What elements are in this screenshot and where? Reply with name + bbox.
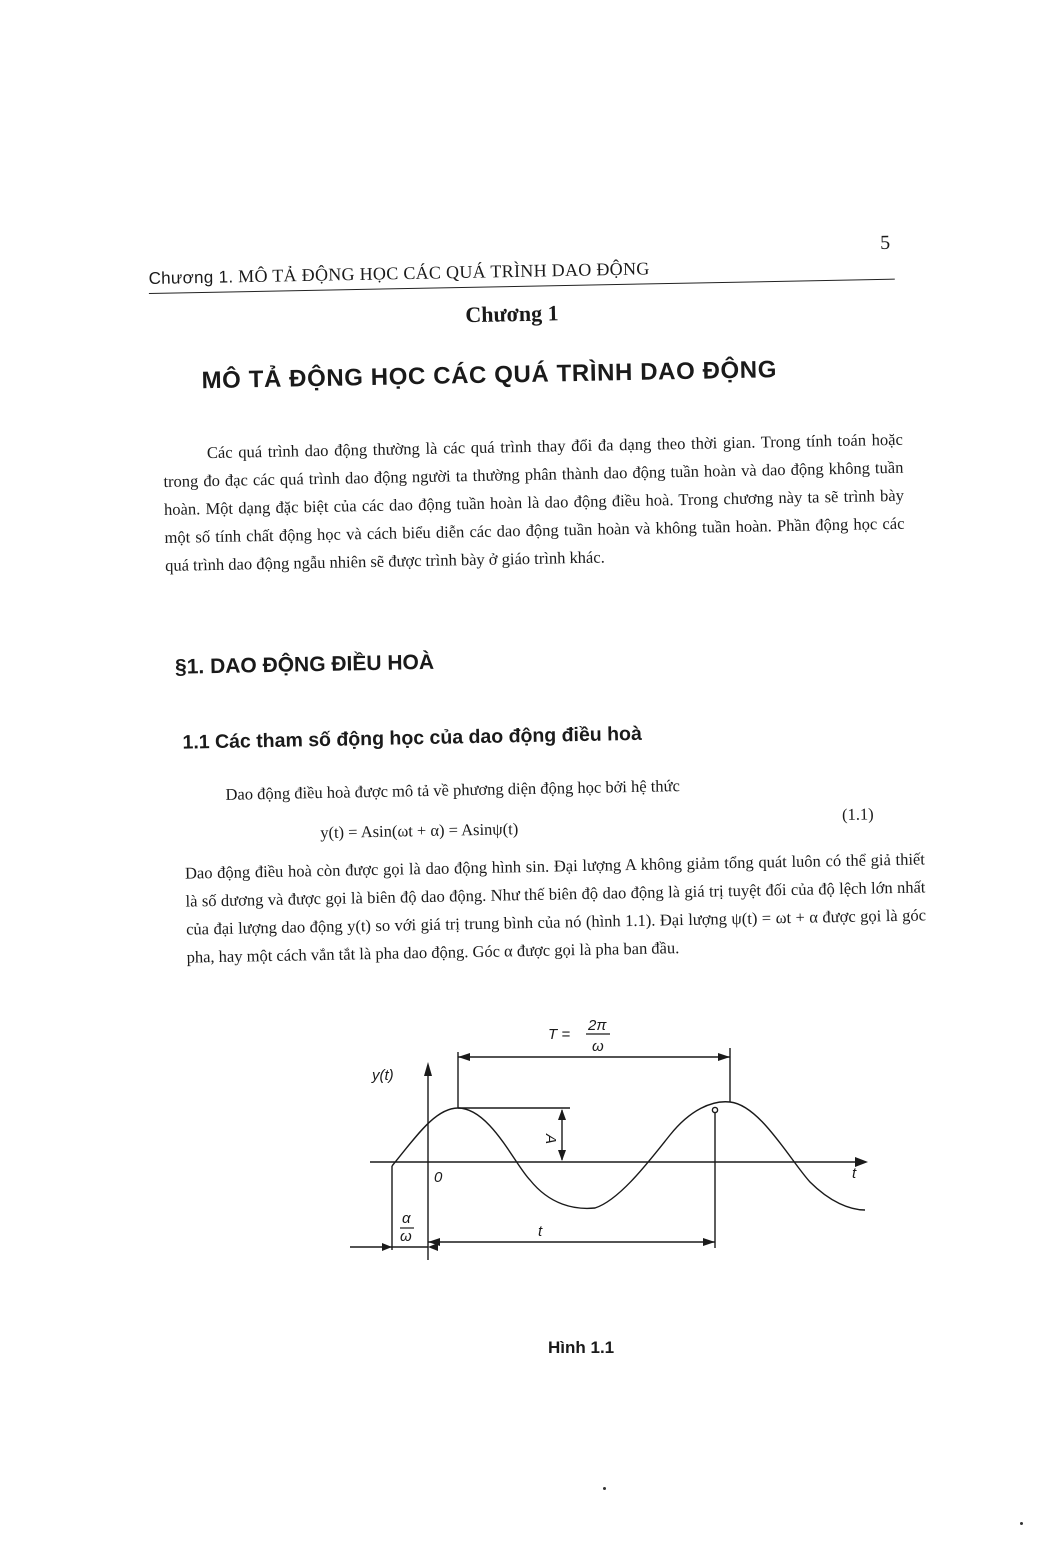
t-dimension-label: t bbox=[538, 1223, 543, 1240]
t-axis-arrowhead bbox=[855, 1157, 868, 1167]
phase-numerator: α bbox=[402, 1210, 411, 1227]
chapter-title: MÔ TẢ ĐỘNG HỌC CÁC QUÁ TRÌNH DAO ĐỘNG bbox=[201, 356, 778, 395]
running-header bbox=[148, 232, 895, 294]
period-arrow-right bbox=[718, 1053, 730, 1061]
y-axis-label: y(t) bbox=[372, 1067, 394, 1084]
phase-denominator: ω bbox=[400, 1228, 412, 1245]
period-label: T = bbox=[548, 1026, 571, 1043]
running-header-chapter-word: Chương 1. bbox=[148, 267, 234, 288]
lead-sentence: Dao động điều hoà được mô tả về phương diện động học bởi hệ thức bbox=[225, 776, 681, 804]
running-header-chapter-title: MÔ TẢ ĐỘNG HỌC CÁC QUÁ TRÌNH DAO ĐỘNG bbox=[237, 258, 650, 287]
t-dimension-arrow-right bbox=[703, 1238, 715, 1246]
origin-label: 0 bbox=[434, 1169, 443, 1186]
scan-speck bbox=[603, 1487, 606, 1490]
amplitude-label: A bbox=[542, 1134, 559, 1145]
equation-number: (1.1) bbox=[841, 804, 874, 825]
page-number: 5 bbox=[879, 231, 891, 254]
figure-caption: Hình 1.1 bbox=[548, 1338, 615, 1357]
figure-1-1 bbox=[340, 1010, 880, 1270]
phase-arrow-right bbox=[382, 1243, 392, 1251]
amplitude-arrow-bottom bbox=[558, 1150, 566, 1161]
y-axis-arrowhead bbox=[424, 1062, 432, 1076]
chapter-label: Chương 1 bbox=[465, 300, 559, 328]
scan-speck bbox=[1020, 1522, 1023, 1525]
subsection-heading: 1.1 Các tham số động học của dao động điều hoà bbox=[182, 722, 643, 754]
sine-curve bbox=[392, 1102, 865, 1210]
intro-paragraph: Các quá trình dao động thường là các quá trình thay đổi đa dạng theo thời gian. Trong tính toán hoặc trong đo đạc các quá trình dao động người ta thường phân thành dao động tuần hoàn và dao động không tuần hoàn. Một dạng đặc biệt của các dao động tuần hoàn là dao động điều hoà. Trong chương này ta sẽ trình bày một số tính chất động học và cách biểu diễn các dao động tuần hoàn và không tuần hoàn. Phần động học các quá trình dao động ngẫu nhiên sẽ được trình bày ở giáo trình khác. bbox=[163, 429, 905, 575]
period-denominator: ω bbox=[592, 1038, 604, 1055]
equation-1-1: y(t) = Asin(ωt + α) = Asinψ(t) bbox=[320, 819, 519, 843]
amplitude-arrow-top bbox=[558, 1109, 566, 1120]
t-axis-label: t bbox=[852, 1165, 857, 1182]
marker-point bbox=[712, 1107, 717, 1112]
section-heading: §1. DAO ĐỘNG ĐIỀU HOÀ bbox=[174, 650, 435, 679]
period-numerator: 2π bbox=[588, 1017, 607, 1034]
paragraph-2: Dao động điều hoà còn được gọi là dao động hình sin. Đại lượng A không giảm tổng quát luôn có thể giả thiết là số dương và được gọi là biên độ dao động. Như thế biên độ dao động là giá trị tuyệt đối của độ lệch lớn nhất của đại lượng dao động y(t) so với giá trị trung bình của nó (hình 1.1). Đại lượng ψ(t) = ωt + α được gọi là góc pha, hay một cách vắn tắt là pha dao động. Góc α được gọi là pha ban đầu. bbox=[184, 849, 927, 967]
period-arrow-left bbox=[458, 1053, 470, 1061]
